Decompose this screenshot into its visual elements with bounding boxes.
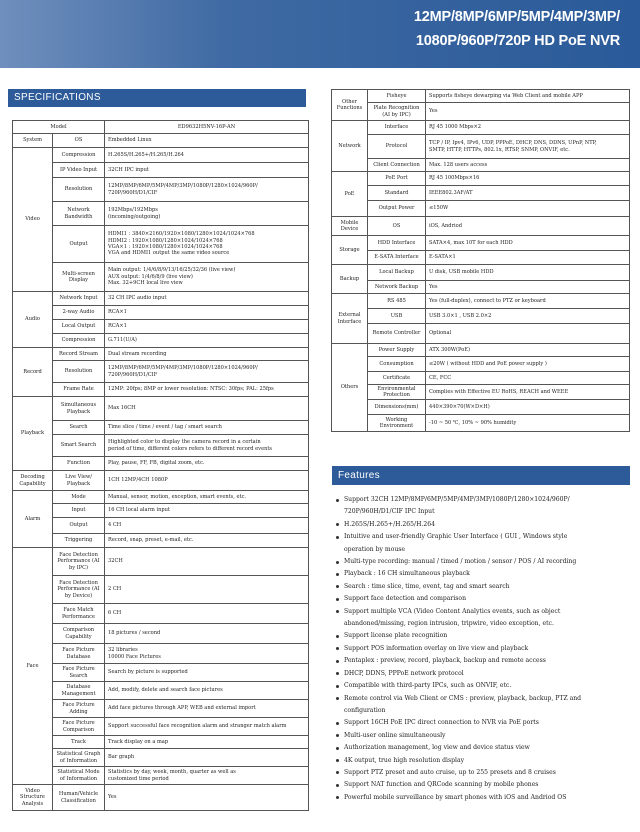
group-label: System: [13, 134, 53, 148]
table-row: [332, 400, 630, 415]
feature-item: Remote control via Web Client or CMS : preview, playback, backup, PTZ and: [336, 693, 632, 705]
row-label: Network Backup: [368, 281, 426, 294]
feature-item: Support multiple VCA (Video Content Analytics events, such as object: [336, 606, 632, 618]
row-label: Network Bandwidth: [53, 202, 105, 226]
table-row: [13, 334, 309, 348]
row-value: Record, snap, preset, e-mail, etc.: [105, 534, 309, 548]
row-label: Face Match Performance: [53, 604, 105, 624]
group-label: Other Functions: [332, 90, 368, 121]
row-value: G.711(U/A): [105, 334, 309, 348]
table-row: [13, 576, 309, 604]
feature-item: Intuitive and user-friendly Graphic User Interface ( GUI , Windows style: [336, 531, 632, 543]
row-label: E-SATA Interface: [368, 251, 426, 265]
row-value: Yes: [426, 103, 630, 121]
table-row: [332, 201, 630, 217]
row-value: Yes: [105, 785, 309, 811]
row-label: IP Video Input: [53, 163, 105, 178]
table-row: [13, 148, 309, 163]
row-value: 6 CH: [105, 604, 309, 624]
value-line: 32 libraries: [108, 647, 138, 654]
model-value: ED9632H5NV-16P-AN: [105, 121, 309, 134]
table-row: [332, 172, 630, 186]
feature-item: Support 16CH PoE IPC direct connection to NVR via PoE ports: [336, 717, 632, 729]
row-value: Search by picture is supported: [105, 664, 309, 682]
row-value: CE, FCC: [426, 372, 630, 385]
table-row: [332, 372, 630, 385]
table-row: [13, 226, 309, 263]
row-label: Standard: [368, 186, 426, 201]
table-row: [13, 306, 309, 320]
table-row: [13, 121, 309, 134]
row-value: -10 ~ 50 ℃, 10% ~ 90% humidity: [426, 415, 630, 432]
row-label: Consumption: [368, 357, 426, 372]
row-value: Support successful face recognition alarm and stranger match alarm: [105, 718, 309, 736]
row-label: Output: [53, 518, 105, 534]
row-label: Power Supply: [368, 344, 426, 357]
table-row: [332, 309, 630, 324]
row-label: Face Detection Performance (AI by Device): [53, 576, 105, 604]
table-row: [332, 103, 630, 121]
row-label: Search: [53, 421, 105, 435]
row-label: RS 485: [368, 294, 426, 309]
row-value: [105, 202, 309, 226]
row-value: 12MP/8MP/6MP/5MP/4MP/3MP/1080P/1280×1024/960P/ 720P/960H/D1/CIF: [105, 178, 309, 202]
table-row: [13, 548, 309, 576]
row-value: SATA×4, max 10T for each HDD: [426, 236, 630, 251]
feature-item: Support license plate recognition: [336, 630, 632, 642]
value-line: Highlighted color to display the camera record in a certain: [108, 439, 261, 446]
value-line: HDMI2 : 1920×1080/1280×1024/1024×768: [108, 237, 223, 244]
row-label: Frame Rate: [53, 383, 105, 397]
feature-item: Support NAT function and QRCode scanning by mobile phones: [336, 779, 632, 791]
feature-item: 720P/960H/D1/CIF IPC Input: [344, 508, 435, 516]
table-row: [13, 682, 309, 700]
feature-item: configuration: [344, 706, 386, 714]
row-label: Record Stream: [53, 348, 105, 361]
row-value: H.265S/H.265+/H.265/H.264: [105, 148, 309, 163]
row-value: E-SATA×1: [426, 251, 630, 265]
row-label: Triggering: [53, 534, 105, 548]
row-value: Dual stream recording: [105, 348, 309, 361]
row-label: Fisheye: [368, 90, 426, 103]
row-value: RJ 45 1000 Mbps×2: [426, 121, 630, 135]
row-value: Bar graph: [105, 749, 309, 767]
group-label: Backup: [332, 265, 368, 294]
value-line: Main output: 1/4/6/8/9/13/16/25/32/36 (live view): [108, 267, 236, 274]
row-value: IEEE802.3AF/AT: [426, 186, 630, 201]
row-label: Resolution: [53, 178, 105, 202]
table-row: [332, 294, 630, 309]
row-value: U disk, USB mobile HDD: [426, 265, 630, 281]
row-value: Complies with Effective EU RoHS, REACH and WEEE: [426, 385, 630, 400]
row-value: Play, pause, FF, FB, digital zoom, etc.: [105, 457, 309, 471]
feature-item: Multi-user online simultaneously: [336, 730, 632, 742]
specifications-table-continued: [331, 89, 630, 432]
row-label: Working Environment: [368, 415, 426, 432]
table-row: [13, 421, 309, 435]
table-row: [13, 534, 309, 548]
row-value: ATX 300W(PoE): [426, 344, 630, 357]
group-label: Face: [13, 548, 53, 785]
row-value: 12MP/8MP/6MP/5MP/4MP/3MP/1080P/1280×1024/960P/ 720P/960H/D1/CIF: [105, 361, 309, 383]
group-label: Video Structure Analysis: [13, 785, 53, 811]
row-label: Plate Recognition (AI by IPC): [368, 103, 426, 121]
row-value: [105, 263, 309, 292]
features-heading: Features: [332, 466, 630, 485]
row-label: Face Detection Performance (AI by IPC): [53, 548, 105, 576]
row-value: 32CH: [105, 548, 309, 576]
row-value: ≤20W ( without HDD and PoE power supply ): [426, 357, 630, 372]
feature-item: abandoned/missing, region intrusion, tripwire, video exception, etc.: [344, 620, 554, 628]
row-value: ≤150W: [426, 201, 630, 217]
table-row: [13, 644, 309, 664]
row-label: Face Picture Database: [53, 644, 105, 664]
row-value: [105, 435, 309, 457]
row-value: 16 CH local alarm input: [105, 504, 309, 518]
row-label: Network Input: [53, 292, 105, 306]
group-label: PoE: [332, 172, 368, 217]
table-row: [13, 457, 309, 471]
row-label: Environmental Protection: [368, 385, 426, 400]
table-row: [332, 236, 630, 251]
feature-item: Search : time slice, time, event, tag and smart search: [336, 581, 632, 593]
row-value: 32 CH IPC audio input: [105, 292, 309, 306]
feature-item: Playback : 16 CH simultaneous playback: [336, 568, 632, 580]
row-label: Client Connection: [368, 159, 426, 172]
table-row: [13, 202, 309, 226]
table-row: [332, 357, 630, 372]
table-row: [13, 471, 309, 491]
features-list: [336, 494, 632, 804]
table-row: [13, 435, 309, 457]
row-label: Simultaneous Playback: [53, 397, 105, 421]
table-row: [332, 90, 630, 103]
value-line: period of time, different colors refers to different record events: [108, 445, 273, 452]
feature-item: H.265S/H.265+/H.265/H.264: [336, 519, 632, 531]
table-row: [332, 281, 630, 294]
value-line: customized time period: [108, 775, 169, 782]
feature-item: operation by mouse: [344, 545, 406, 553]
row-value: 1CH 12MP/4CH 1080P: [105, 471, 309, 491]
row-value: RCA×1: [105, 306, 309, 320]
value-line: TCP / IP, Ipv4, IPv6, UDP, PPPoE, DHCP, DNS, DDNS, UPnP, NTP,: [429, 140, 597, 147]
specifications-table: [12, 120, 309, 811]
row-label: Interface: [368, 121, 426, 135]
row-value: [105, 644, 309, 664]
row-value: [105, 767, 309, 785]
table-row: [13, 383, 309, 397]
row-value: Track display on a map: [105, 736, 309, 749]
value-line: HDMI1 : 3840×2160/1920×1080/1280×1024/1024×768: [108, 231, 255, 238]
table-row: [13, 718, 309, 736]
row-label: Local Output: [53, 320, 105, 334]
feature-item: Multi-type recording: manual / timed / motion / sensor / POS / AI recording: [336, 556, 632, 568]
row-value: Add, modify, delete and search face pictures: [105, 682, 309, 700]
row-label: Compression: [53, 334, 105, 348]
row-label: 2-way Audio: [53, 306, 105, 320]
value-line: SMTP, HTTP, HTTPs, 802.1x, RTSP, SNMP, ONVIF, etc.: [429, 146, 570, 153]
product-title-line1: 12MP/8MP/6MP/5MP/4MP/3MP/: [413, 9, 620, 25]
table-row: [13, 518, 309, 534]
row-label: OS: [53, 134, 105, 148]
table-row: [332, 251, 630, 265]
table-row: [13, 700, 309, 718]
row-label: Face Picture Adding: [53, 700, 105, 718]
row-label: Protocol: [368, 135, 426, 159]
value-line: 192Mbps/192Mbps: [108, 207, 158, 214]
row-value: Add face pictures through APP, WEB and external import: [105, 700, 309, 718]
row-value: 440×390×70(W×D×H): [426, 400, 630, 415]
row-value: Time slice / time / event / tag / smart search: [105, 421, 309, 435]
row-label: Function: [53, 457, 105, 471]
table-row: [13, 785, 309, 811]
row-label: PoE Port: [368, 172, 426, 186]
row-label: Human/Vehicle Classification: [53, 785, 105, 811]
value-line: AUX output: 1/4/6/8/9 (live view): [108, 273, 193, 280]
row-value: Supports fisheye dewarping via Web Client and mobile APP: [426, 90, 630, 103]
table-row: [13, 397, 309, 421]
table-row: [332, 159, 630, 172]
model-label: Model: [13, 121, 105, 134]
row-value: Manual, sensor, motion, exception, smart events, etc.: [105, 491, 309, 504]
row-label: Input: [53, 504, 105, 518]
feature-item: Compatible with third-party IPCs, such as ONVIF, etc.: [336, 680, 632, 692]
row-value: USB 3.0×1 , USB 2.0×2: [426, 309, 630, 324]
row-value: 12MP: 20fps; 8MP or lower resolution: NTSC: 30fps; PAL: 25fps: [105, 383, 309, 397]
group-label: Playback: [13, 397, 53, 471]
row-label: Local Backup: [368, 265, 426, 281]
value-line: 10000 Face Pictures: [108, 653, 161, 660]
table-row: [13, 348, 309, 361]
table-row: [13, 134, 309, 148]
row-value: [105, 226, 309, 263]
table-row: [13, 263, 309, 292]
row-label: Remote Controller: [368, 324, 426, 344]
value-line: VGA and HDMI1 output the same video source: [108, 250, 230, 257]
group-label: Storage: [332, 236, 368, 265]
table-row: [13, 491, 309, 504]
group-label: Record: [13, 348, 53, 397]
row-label: USB: [368, 309, 426, 324]
row-label: Statistical Mode of Information: [53, 767, 105, 785]
table-row: [13, 361, 309, 383]
feature-item: 4K output, true high resolution display: [336, 755, 632, 767]
feature-item: Support 32CH 12MP/8MP/6MP/5MP/4MP/3MP/1080P/1280×1024/960P/: [336, 494, 632, 506]
row-label: Multi-screen Display: [53, 263, 105, 292]
group-label: Decoding Capability: [13, 471, 53, 491]
value-line: Statistics by day, week, month, quarter as well as: [108, 769, 236, 776]
page-header: [0, 0, 640, 68]
row-value: Max 16CH: [105, 397, 309, 421]
feature-item: Support face detection and comparison: [336, 593, 632, 605]
row-value: 2 CH: [105, 576, 309, 604]
group-label: Audio: [13, 292, 53, 348]
group-label: Mobile Device: [332, 217, 368, 236]
specifications-heading: SPECIFICATIONS: [8, 89, 306, 107]
table-row: [13, 604, 309, 624]
row-label: Track: [53, 736, 105, 749]
product-title-line2: 1080P/960P/720P HD PoE NVR: [415, 33, 620, 49]
feature-item: Authorization management, log view and device status view: [336, 742, 632, 754]
row-label: Face Picture Comparison: [53, 718, 105, 736]
row-label: HDD Interface: [368, 236, 426, 251]
row-value: [426, 135, 630, 159]
value-line: Max. 32+9CH local live view: [108, 280, 183, 287]
group-label: Network: [332, 121, 368, 172]
feature-item: Powerful mobile surveillance by smart phones with iOS and Andriod OS: [336, 792, 632, 804]
row-label: Resolution: [53, 361, 105, 383]
row-value: 4 CH: [105, 518, 309, 534]
table-row: [332, 135, 630, 159]
row-value: 32CH IPC input: [105, 163, 309, 178]
group-label: Others: [332, 344, 368, 432]
table-row: [13, 749, 309, 767]
table-row: [13, 178, 309, 202]
group-label: Alarm: [13, 491, 53, 548]
table-row: [13, 736, 309, 749]
row-value: iOS, Andriod: [426, 217, 630, 236]
row-label: Database Management: [53, 682, 105, 700]
row-label: Output Power: [368, 201, 426, 217]
table-row: [13, 767, 309, 785]
row-label: OS: [368, 217, 426, 236]
table-row: [13, 163, 309, 178]
row-label: Live View/ Playback: [53, 471, 105, 491]
table-row: [13, 320, 309, 334]
value-line: VGA×1 : 1920×1080/1280×1024/1024×768: [108, 244, 223, 250]
table-row: [13, 624, 309, 644]
feature-item: Support POS information overlay on live view and playback: [336, 643, 632, 655]
row-label: Compression: [53, 148, 105, 163]
table-row: [332, 344, 630, 357]
row-label: Comparison Capability: [53, 624, 105, 644]
row-value: RCA×1: [105, 320, 309, 334]
table-row: [332, 217, 630, 236]
row-value: RJ 45 100Mbps×16: [426, 172, 630, 186]
value-line: (incoming/outgoing): [108, 213, 161, 220]
feature-item: Support PTZ preset and auto cruise, up to 255 presets and 8 cruises: [336, 767, 632, 779]
table-row: [332, 324, 630, 344]
table-row: [332, 415, 630, 432]
table-row: [332, 385, 630, 400]
row-label: Output: [53, 226, 105, 263]
table-row: [332, 121, 630, 135]
table-row: [13, 504, 309, 518]
row-label: Mode: [53, 491, 105, 504]
feature-item: DHCP, DDNS, PPPoE network protocol: [336, 668, 632, 680]
row-value: Embedded Linux: [105, 134, 309, 148]
group-label: Video: [13, 148, 53, 292]
table-row: [13, 292, 309, 306]
row-label: Face Picture Search: [53, 664, 105, 682]
row-label: Dimensions(mm): [368, 400, 426, 415]
row-label: Smart Search: [53, 435, 105, 457]
row-label: Statistical Graph of Information: [53, 749, 105, 767]
feature-item: Pentaplex : preview, record, playback, backup and remote access: [336, 655, 632, 667]
row-value: 18 pictures / second: [105, 624, 309, 644]
row-value: Yes (full-duplex), connect to PTZ or keyboard: [426, 294, 630, 309]
row-label: Certificate: [368, 372, 426, 385]
table-row: [332, 186, 630, 201]
row-value: Max. 128 users access: [426, 159, 630, 172]
group-label: External Interface: [332, 294, 368, 344]
row-value: Yes: [426, 281, 630, 294]
row-value: Optional: [426, 324, 630, 344]
table-row: [13, 664, 309, 682]
table-row: [332, 265, 630, 281]
